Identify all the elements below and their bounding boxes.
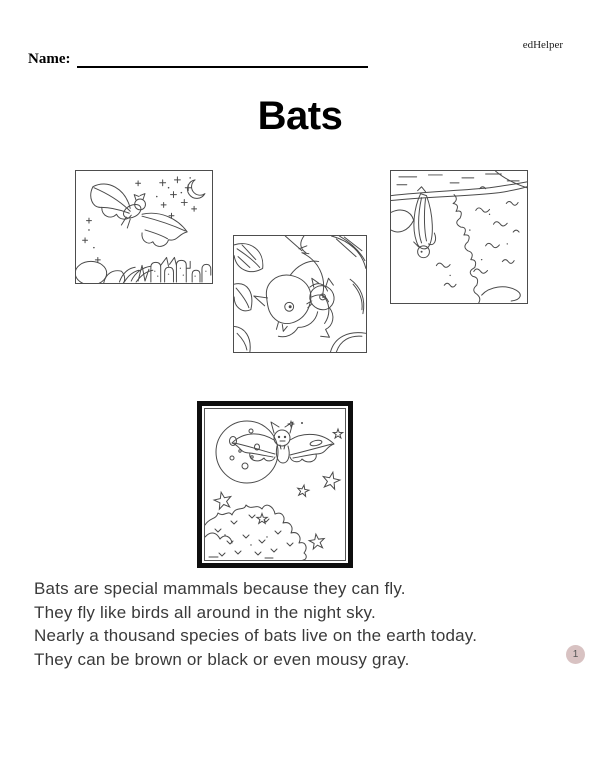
bat-hanging-branch-drawing xyxy=(391,171,527,303)
poem-line-3: Nearly a thousand species of bats live on the earth today. xyxy=(34,626,478,646)
illustration-bat-flying-desert xyxy=(75,170,213,284)
page-title: Bats xyxy=(257,94,343,138)
poem xyxy=(34,577,477,671)
poem-line-4: They can be brown or black or even mousy gray. xyxy=(34,649,410,669)
illustration-bat-full-moon-inner-border xyxy=(204,408,346,561)
illustration-bat-hanging-branch xyxy=(390,170,528,304)
bat-full-moon-drawing xyxy=(205,409,345,560)
bat-flying-desert-drawing xyxy=(76,171,212,283)
poem-line-2: They fly like birds all around in the night sky. xyxy=(34,602,376,622)
illustration-bat-hanging-with-pup xyxy=(233,235,367,353)
name-blank-line xyxy=(77,50,368,68)
poem-line-1: Bats are special mammals because they can fly. xyxy=(34,579,406,598)
illustration-bat-full-moon-frame xyxy=(197,401,353,568)
bat-with-pup-drawing xyxy=(234,236,366,352)
page-number-badge: 1 xyxy=(566,645,585,664)
edhelper-logo: edHelper xyxy=(522,39,563,51)
name-label: Name: xyxy=(28,51,71,67)
